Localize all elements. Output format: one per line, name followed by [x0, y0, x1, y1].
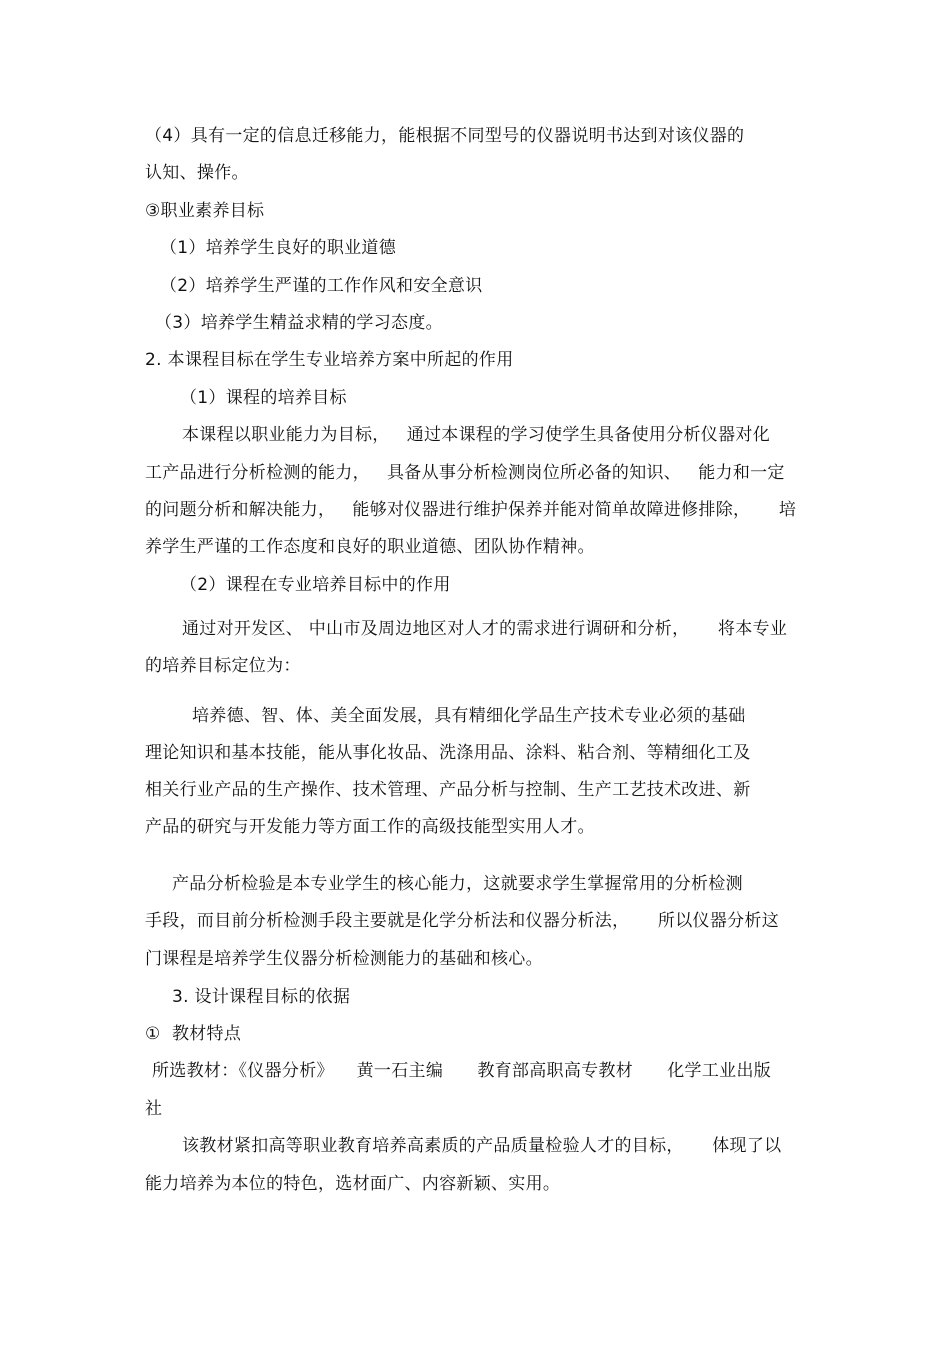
- paragraph-line: 理论知识和基本技能，能从事化妆品、洗涤用品、涂料、粘合剂、等精细化工及: [145, 743, 751, 763]
- subsection-heading: （1）课程的培养目标: [180, 388, 347, 408]
- list-item: （1）培养学生良好的职业道德: [160, 238, 397, 258]
- text-line: 认知、操作。: [145, 163, 249, 183]
- subsection-heading: （2）课程在专业培养目标中的作用: [180, 575, 451, 595]
- paragraph-line: 产品的研究与开发能力等方面工作的高级技能型实用人才。: [145, 817, 595, 837]
- paragraph-line: 的培养目标定位为：: [145, 656, 301, 676]
- paragraph-line: 产品分析检验是本专业学生的核心能力，这就要求学生掌握常用的分析检测: [172, 874, 743, 894]
- subsection-heading: ① 教材特点: [145, 1024, 242, 1044]
- paragraph-line: 通过对开发区、 中山市及周边地区对人才的需求进行调研和分析， 将本专业: [182, 619, 788, 639]
- paragraph-line: 养学生严谨的工作态度和良好的职业道德、团队协作精神。: [145, 537, 595, 557]
- paragraph-line: 本课程以职业能力为目标， 通过本课程的学习使学生具备使用分析仪器对化: [182, 425, 771, 445]
- paragraph-line: 工产品进行分析检测的能力， 具备从事分析检测岗位所必备的知识、 能力和一定: [145, 463, 785, 483]
- paragraph-line: 该教材紧扣高等职业教育培养高素质的产品质量检验人才的目标， 体现了以: [182, 1136, 782, 1156]
- paragraph-line: 手段，而目前分析检测手段主要就是化学分析法和仪器分析法， 所以仪器分析这: [145, 911, 780, 931]
- paragraph-line: 社: [145, 1099, 163, 1119]
- list-item: （3）培养学生精益求精的学习态度。: [155, 313, 443, 333]
- text-line: （4）具有一定的信息迁移能力，能根据不同型号的仪器说明书达到对该仪器的: [145, 126, 745, 146]
- paragraph-line: 相关行业产品的生产操作、技术管理、产品分析与控制、生产工艺技术改进、新: [145, 780, 751, 800]
- section-heading: ③职业素养目标: [145, 201, 265, 221]
- paragraph-line: 所选教材：《仪器分析》 黄一石主编 教育部高职高专教材 化学工业出版: [152, 1061, 772, 1081]
- paragraph-line: 培养德、智、体、美全面发展，具有精细化学品生产技术专业必须的基础: [192, 706, 746, 726]
- section-heading: 3. 设计课程目标的依据: [172, 987, 351, 1007]
- section-heading: 2. 本课程目标在学生专业培养方案中所起的作用: [145, 350, 514, 370]
- paragraph-line: 能力培养为本位的特色，选材面广、内容新颖、实用。: [145, 1174, 561, 1194]
- paragraph-line: 的问题分析和解决能力， 能够对仪器进行维护保养并能对简单故障进修排除， 培: [145, 500, 797, 520]
- list-item: （2）培养学生严谨的工作作风和安全意识: [160, 276, 483, 296]
- paragraph-line: 门课程是培养学生仪器分析检测能力的基础和核心。: [145, 949, 543, 969]
